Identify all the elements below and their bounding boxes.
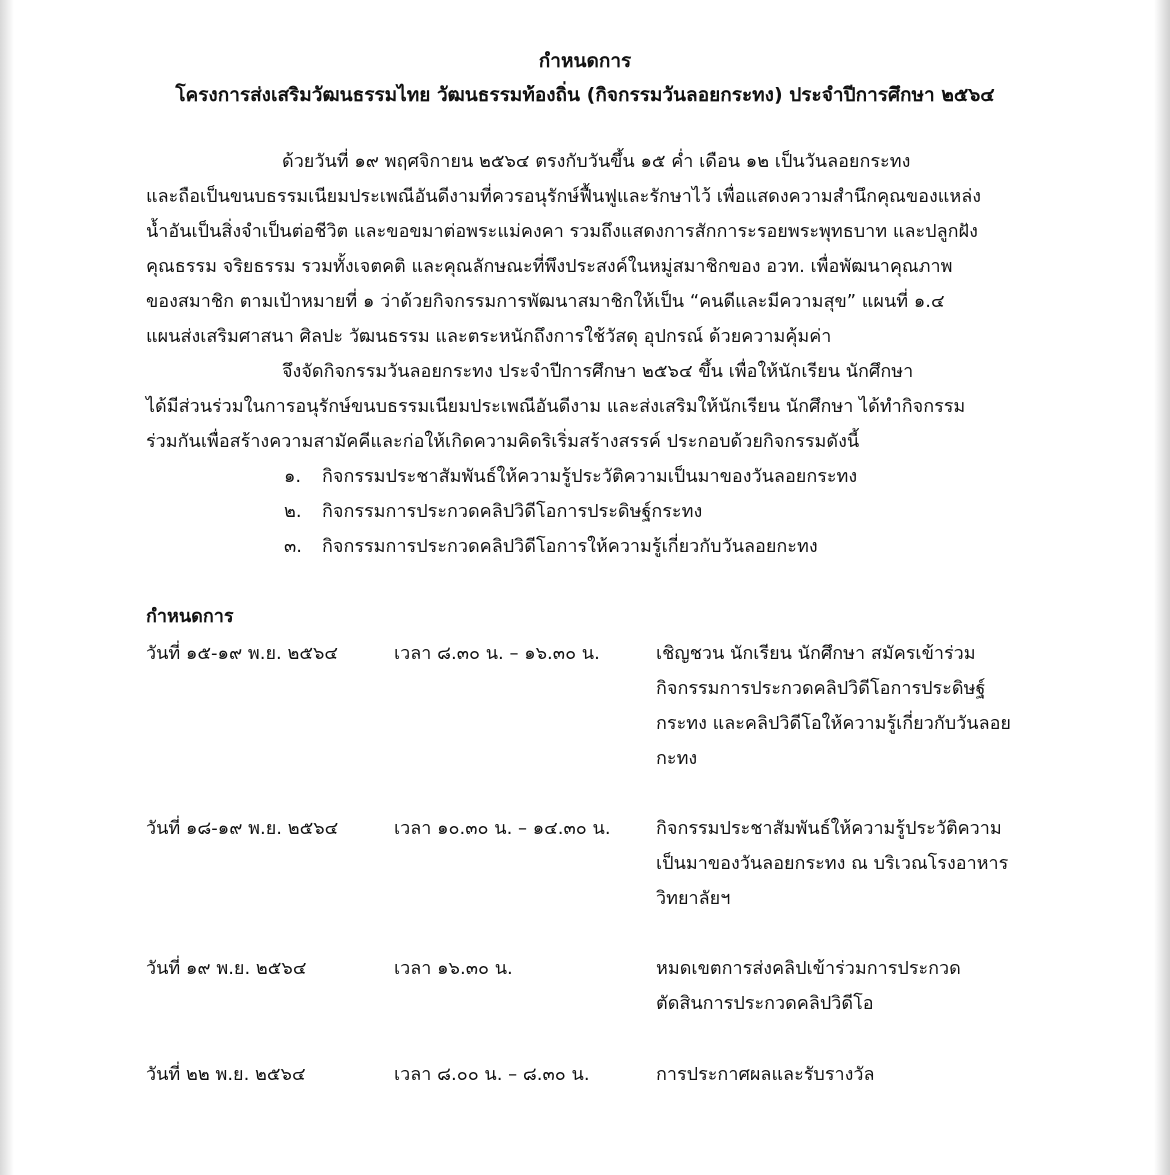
schedule-description-line: กิจกรรมประชาสัมพันธ์ให้ความรู้ประวัติความ bbox=[656, 818, 1002, 839]
schedule-description bbox=[656, 636, 1051, 776]
list-item-number: ๓. bbox=[284, 536, 303, 557]
schedule-description-line: เชิญชวน นักเรียน นักศึกษา สมัครเข้าร่วม bbox=[656, 643, 976, 664]
document-title: กำหนดการ bbox=[538, 50, 632, 72]
paragraph-line: ร่วมกันเพื่อสร้างความสามัคคีและก่อให้เกิดความคิดริเริ่มสร้างสรรค์ ประกอบด้วยกิจกรรมดังนี้ bbox=[146, 431, 860, 452]
list-item-text: กิจกรรมประชาสัมพันธ์ให้ความรู้ประวัติความเป็นมาของวันลอยกระทง bbox=[322, 466, 858, 487]
schedule-date: วันที่ ๑๙ พ.ย. ๒๕๖๔ bbox=[146, 958, 307, 979]
schedule-description-line: วิทยาลัยฯ bbox=[656, 888, 731, 909]
schedule-time: เวลา ๑๖.๓๐ น. bbox=[394, 958, 513, 979]
list-item bbox=[146, 459, 1051, 494]
schedule-time: เวลา ๑๐.๓๐ น. – ๑๔.๓๐ น. bbox=[394, 818, 611, 839]
schedule-heading: กำหนดการ bbox=[146, 606, 234, 627]
paragraph-line: ด้วยวันที่ ๑๙ พฤศจิกายน ๒๕๖๔ ตรงกับวันขึ้น ๑๕ ค่ำ เดือน ๑๒ เป็นวันลอยกระทง bbox=[282, 151, 911, 172]
document-header bbox=[0, 44, 1170, 112]
activity-list bbox=[146, 459, 1051, 564]
list-item bbox=[146, 529, 1051, 564]
page-edge-right bbox=[1154, 0, 1170, 1175]
schedule-description-line: ตัดสินการประกวดคลิปวิดีโอ bbox=[656, 993, 874, 1014]
list-item-number: ๑. bbox=[284, 466, 302, 487]
schedule-time: เวลา ๘.๐๐ น. – ๘.๓๐ น. bbox=[394, 1064, 590, 1085]
schedule-description bbox=[656, 811, 1051, 916]
schedule-description-line: กะทง bbox=[656, 748, 698, 769]
schedule-description-line: กิจกรรมการประกวดคลิปวิดีโอการประดิษฐ์ bbox=[656, 678, 986, 699]
schedule-description-line: เป็นมาของวันลอยกระทง ณ บริเวณโรงอาหาร bbox=[656, 853, 1009, 874]
paragraph-line: คุณธรรม จริยธรรม รวมทั้งเจตคติ และคุณลักษณะที่พึงประสงค์ในหมู่สมาชิกของ อวท. เพื่อพัฒนาคุณภาพ bbox=[146, 256, 953, 277]
schedule-description-line: หมดเขตการส่งคลิปเข้าร่วมการประกวด bbox=[656, 958, 961, 979]
paragraph-line: ของสมาชิก ตามเป้าหมายที่ ๑ ว่าด้วยกิจกรรมการพัฒนาสมาชิกให้เป็น “คนดีและมีความสุข” แผนที่ ๑.๔ bbox=[146, 291, 945, 312]
schedule-description-line: การประกาศผลและรับรางวัล bbox=[656, 1064, 875, 1085]
schedule-date: วันที่ ๑๕-๑๙ พ.ย. ๒๕๖๔ bbox=[146, 643, 338, 664]
paragraph-line: และถือเป็นขนบธรรมเนียมประเพณีอันดีงามที่ควรอนุรักษ์ฟื้นฟูและรักษาไว้ เพื่อแสดงความสำนึกคุณของแหล่ง bbox=[146, 186, 982, 207]
paragraph-line: น้ำอันเป็นสิ่งจำเป็นต่อชีวิต และขอขมาต่อพระแม่คงคา รวมถึงแสดงการสักการะรอยพระพุทธบาท และปลูกฝัง bbox=[146, 221, 978, 242]
document-body bbox=[146, 144, 1051, 564]
paragraph-line: แผนส่งเสริมศาสนา ศิลปะ วัฒนธรรม และตระหนักถึงการใช้วัสดุ อุปกรณ์ ด้วยความคุ้มค่า bbox=[146, 326, 832, 347]
list-item-text: กิจกรรมการประกวดคลิปวิดีโอการให้ความรู้เกี่ยวกับวันลอยกะทง bbox=[322, 536, 818, 557]
document-subtitle: โครงการส่งเสริมวัฒนธรรมไทย วัฒนธรรมท้องถิ่น (กิจกรรมวันลอยกระทง) ประจำปีการศึกษา ๒๕๖๔ bbox=[175, 84, 995, 106]
page-edge-left bbox=[0, 0, 14, 1175]
list-item-text: กิจกรรมการประกวดคลิปวิดีโอการประดิษฐ์กระทง bbox=[322, 501, 703, 522]
schedule-description-line: กระทง และคลิปวิดีโอให้ความรู้เกี่ยวกับวันลอย bbox=[656, 713, 1011, 734]
schedule-date: วันที่ ๑๘-๑๙ พ.ย. ๒๕๖๔ bbox=[146, 818, 339, 839]
schedule-date: วันที่ ๒๒ พ.ย. ๒๕๖๔ bbox=[146, 1064, 306, 1085]
paragraph-1 bbox=[146, 144, 1051, 354]
paragraph-line: จึงจัดกิจกรรมวันลอยกระทง ประจำปีการศึกษา ๒๕๖๔ ขึ้น เพื่อให้นักเรียน นักศึกษา bbox=[282, 361, 914, 382]
schedule-description bbox=[656, 1057, 1051, 1092]
list-item bbox=[146, 494, 1051, 529]
paragraph-2 bbox=[146, 354, 1051, 459]
schedule-description bbox=[656, 951, 1051, 1021]
schedule-time: เวลา ๘.๓๐ น. – ๑๖.๓๐ น. bbox=[394, 643, 600, 664]
paragraph-line: ได้มีส่วนร่วมในการอนุรักษ์ขนบธรรมเนียมประเพณีอันดีงาม และส่งเสริมให้นักเรียน นักศึกษา ได้ทำกิจกรรม bbox=[146, 396, 966, 417]
list-item-number: ๒. bbox=[284, 501, 302, 522]
